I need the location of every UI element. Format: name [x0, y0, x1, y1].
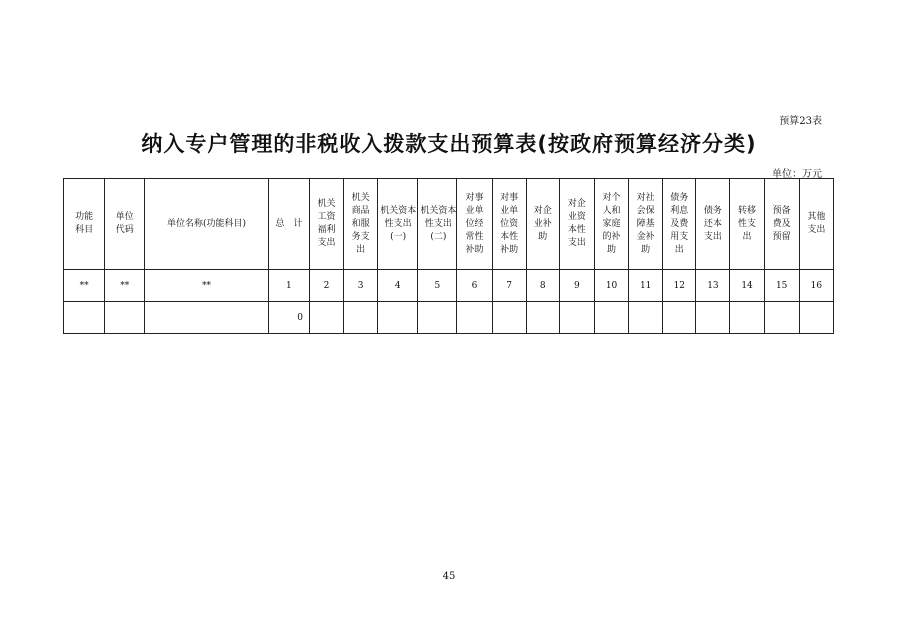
- data-cell: [64, 302, 105, 334]
- index-cell: **: [105, 270, 145, 302]
- data-cell: [105, 302, 145, 334]
- header-cell: 其他支出: [799, 179, 833, 270]
- header-cell: 对企业补助: [526, 179, 559, 270]
- header-cell: 对事业单位经常性补助: [457, 179, 492, 270]
- data-cell: [344, 302, 378, 334]
- data-cell: [526, 302, 559, 334]
- data-cell: [663, 302, 696, 334]
- index-cell: 2: [309, 270, 343, 302]
- data-cell: [492, 302, 526, 334]
- data-cell: [764, 302, 799, 334]
- header-cell: 债务还本支出: [696, 179, 730, 270]
- index-cell: 12: [663, 270, 696, 302]
- data-cell: [799, 302, 833, 334]
- header-cell: 转移性支出: [730, 179, 764, 270]
- form-number: 预算23表: [779, 116, 822, 127]
- header-cell: 对企业资本性支出: [559, 179, 594, 270]
- header-cell: 单位名称(功能科目): [145, 179, 268, 270]
- index-cell: 8: [526, 270, 559, 302]
- data-cell: [730, 302, 764, 334]
- data-cell: [594, 302, 628, 334]
- index-cell: 6: [457, 270, 492, 302]
- header-cell: 机关资本性支出(一): [378, 179, 418, 270]
- data-cell: [378, 302, 418, 334]
- data-row: [64, 302, 834, 334]
- data-cell: [145, 302, 268, 334]
- index-cell: 5: [418, 270, 457, 302]
- total-value-cell: 0: [268, 302, 309, 334]
- index-cell: 14: [730, 270, 764, 302]
- index-cell: 13: [696, 270, 730, 302]
- header-cell: 机关工资福利支出: [309, 179, 343, 270]
- index-cell: 3: [344, 270, 378, 302]
- data-cell: [629, 302, 663, 334]
- header-cell: 对个人和家庭的补助: [594, 179, 628, 270]
- header-cell: 预备费及预留: [764, 179, 799, 270]
- index-cell: 16: [799, 270, 833, 302]
- index-cell: 1: [268, 270, 309, 302]
- data-cell: [559, 302, 594, 334]
- budget-table: [63, 178, 834, 334]
- header-cell: 机关资本性支出(二): [418, 179, 457, 270]
- header-cell: 功能科目: [64, 179, 105, 270]
- header-cell: 对事业单位资本性补助: [492, 179, 526, 270]
- data-cell: [457, 302, 492, 334]
- index-cell: 15: [764, 270, 799, 302]
- index-cell: 4: [378, 270, 418, 302]
- index-cell: 11: [629, 270, 663, 302]
- index-cell: **: [64, 270, 105, 302]
- index-cell: 9: [559, 270, 594, 302]
- index-row: [64, 270, 834, 302]
- header-cell: 机关商品和服务支出: [344, 179, 378, 270]
- data-cell: [696, 302, 730, 334]
- header-cell: 单位代码: [105, 179, 145, 270]
- header-cell: 对社会保障基金补助: [629, 179, 663, 270]
- index-cell: 10: [594, 270, 628, 302]
- data-cell: [418, 302, 457, 334]
- unit-label: 单位：万元: [772, 169, 822, 180]
- header-cell: 债务利息及费用支出: [663, 179, 696, 270]
- index-cell: **: [145, 270, 268, 302]
- page-number: 45: [442, 571, 456, 582]
- header-row: [64, 179, 834, 270]
- page-title: 纳入专户管理的非税收入拨款支出预算表(按政府预算经济分类): [141, 132, 757, 156]
- data-cell: [309, 302, 343, 334]
- index-cell: 7: [492, 270, 526, 302]
- header-cell: 总 计: [268, 179, 309, 270]
